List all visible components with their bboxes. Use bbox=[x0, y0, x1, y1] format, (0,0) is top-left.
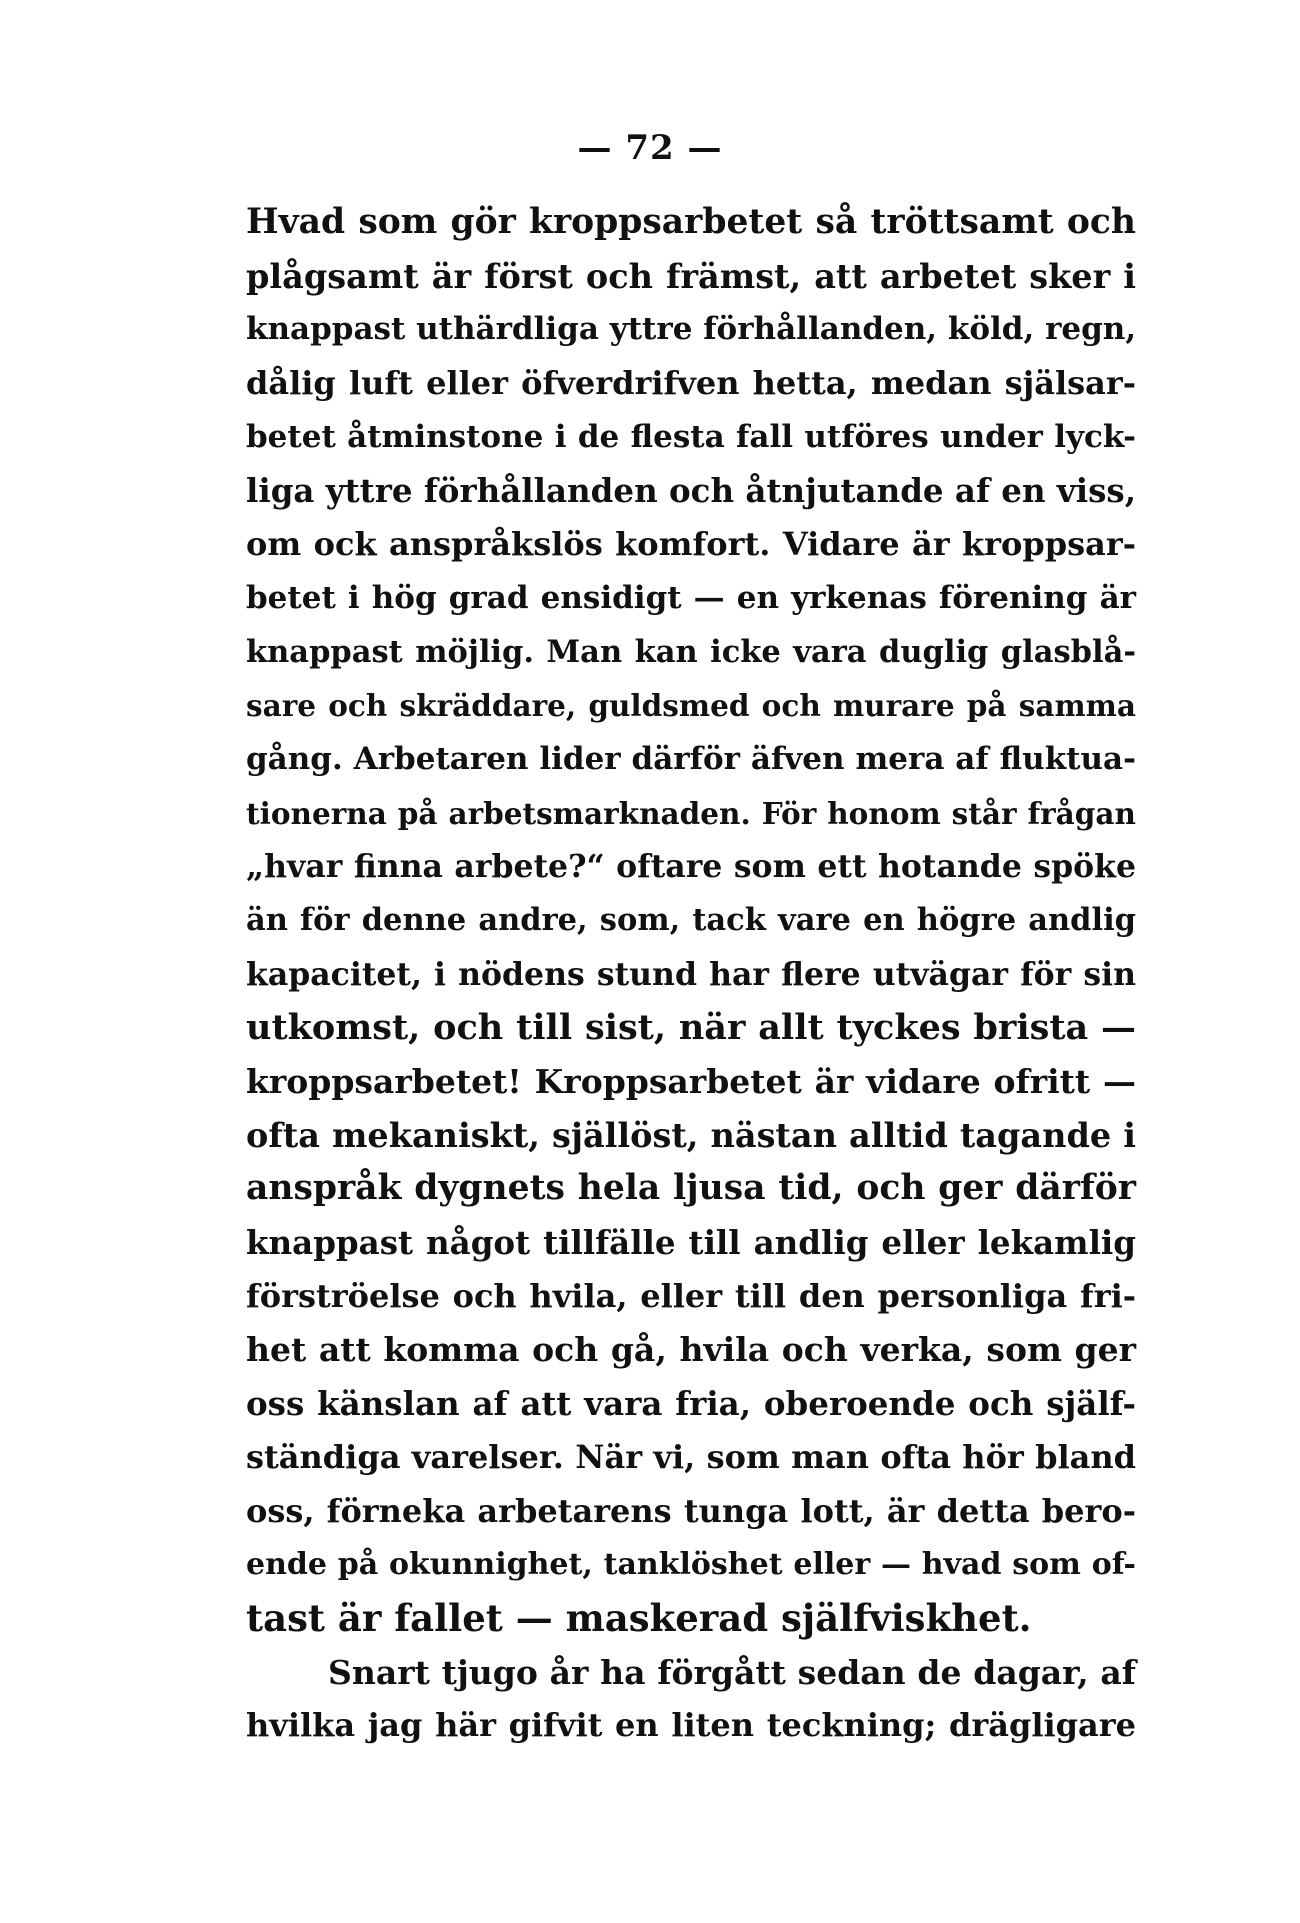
text-line: betet i hög grad ensidigt — en yrkenas förening är bbox=[246, 579, 1136, 616]
page-number: — 72 — bbox=[577, 128, 723, 168]
text-line: liga yttre förhållanden och åtnjutande af en viss, bbox=[246, 471, 1137, 511]
text-line: än för denne andre, som, tack vare en högre andlig bbox=[246, 901, 1136, 938]
text-line: sare och skräddare, guldsmed och murare på samma bbox=[246, 688, 1136, 724]
text-line: oss känslan af att vara fria, oberoende och själf- bbox=[246, 1384, 1136, 1424]
paragraph-2 bbox=[246, 1646, 1136, 1753]
text-line: betet åtminstone i de flesta fall utföres under lyck- bbox=[246, 418, 1136, 455]
text-line: förströelse och hvila, eller till den personliga fri- bbox=[246, 1276, 1136, 1315]
text-line: dålig luft eller öfverdrifven hetta, medan själsar- bbox=[246, 364, 1136, 403]
text-line: het att komma och gå, hvila och verka, som ger bbox=[246, 1330, 1136, 1370]
text-line: knappast uthärdliga yttre förhållanden, köld, regn, bbox=[246, 311, 1137, 348]
text-line: ständiga varelser. När vi, som man ofta hör bland bbox=[246, 1437, 1136, 1476]
text-line: tionerna på arbetsmarknaden. För honom står frågan bbox=[246, 795, 1136, 831]
text-line: ende på okunnighet, tanklöshet eller — hvad som of- bbox=[246, 1547, 1136, 1583]
text-line: tast är fallet — maskerad själfviskhet. bbox=[246, 1595, 1032, 1640]
paragraph-1 bbox=[246, 196, 1136, 1646]
text-line: kroppsarbetet! Kroppsarbetet är vidare ofritt — bbox=[246, 1062, 1136, 1101]
text-line: kapacitet, i nödens stund har flere utvägar för sin bbox=[246, 955, 1136, 993]
text-line: Snart tjugo år ha förgått sedan de dagar, af bbox=[328, 1652, 1136, 1692]
text-line: „hvar finna arbete?“ oftare som ett hotande spöke bbox=[246, 848, 1136, 886]
text-line: om ock anspråkslös komfort. Vidare är kroppsar- bbox=[246, 525, 1136, 564]
text-line: Hvad som gör kroppsarbetet så tröttsamt och bbox=[246, 202, 1136, 242]
text-line: anspråk dygnets hela ljusa tid, och ger därför bbox=[246, 1168, 1136, 1209]
text-line: hvilka jag här gifvit en liten teckning; drägligare bbox=[246, 1706, 1136, 1745]
text-line: gång. Arbetaren lider därför äfven mera af fluktua- bbox=[246, 740, 1136, 777]
body-text bbox=[246, 196, 1136, 1753]
text-line: oss, förneka arbetarens tunga lott, är detta bero- bbox=[246, 1491, 1136, 1530]
text-line: ofta mekaniskt, själlöst, nästan alltid tagande i bbox=[246, 1115, 1136, 1155]
text-line: knappast något tillfälle till andlig eller lekamlig bbox=[246, 1223, 1136, 1263]
text-line: utkomst, och till sist, när allt tyckes brista — bbox=[246, 1007, 1136, 1049]
text-line: knappast möjlig. Man kan icke vara duglig glasblå- bbox=[246, 633, 1136, 670]
text-line: plågsamt är först och främst, att arbetet sker i bbox=[246, 256, 1136, 296]
